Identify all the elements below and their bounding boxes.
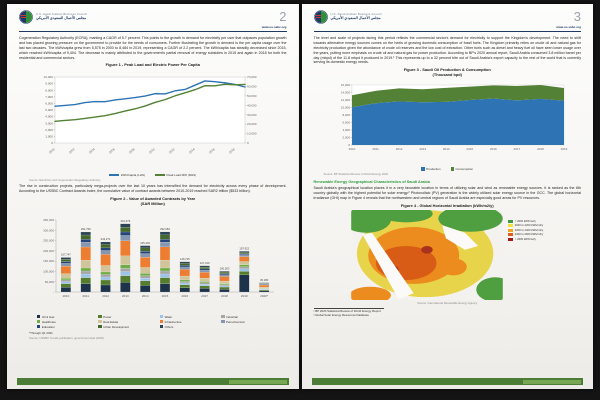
svg-text:-: - <box>52 289 54 294</box>
figure1-title: Figure 1 - Peak Load and Electric Power Per Capita <box>105 62 200 68</box>
svg-text:30,000: 30,000 <box>246 113 257 118</box>
svg-text:70,000: 70,000 <box>246 75 257 80</box>
footer-accent <box>523 380 581 384</box>
org-name-en: U.S.-Saudi Arabian Business Council <box>36 13 88 17</box>
page-header <box>314 10 582 29</box>
svg-text:2011: 2011 <box>82 293 89 298</box>
paragraph: The level and scale of projects during this period reflects the commercial sector's demand for electricity to support the Kingdom's development. The need to shift towards alternative energy sources comes on the heels of growing domestic consumption of fossil fuels. The Kingdom primarily relies on crude oil and natural gas for electricity production given the abundance of crude oil reserves and the low cost of extraction. Other fuels such as diesel and heavy fuel oil have seen lower usage over the years, putting more emphasis on crude oil and natural gas for power production. According to BP's 2020 annual report, Saudi Arabia consumed 3.8 million barrel per day (mbpd) of the 11.8 mbpd it produced in 2019.¹ This represents up to a 32 percent bite out of Saudi Arabia's export capacity to the rest of the world that is currently serving its domestic energy needs. <box>313 36 581 65</box>
svg-text:2011: 2011 <box>372 147 380 151</box>
svg-text:2008: 2008 <box>127 147 136 155</box>
legend-swatch <box>508 220 513 223</box>
svg-text:197,922: 197,922 <box>239 247 249 251</box>
svg-text:10,000: 10,000 <box>246 131 257 136</box>
legend-label: Oil & Gas <box>41 314 55 319</box>
legend-label: kWh/Capita (LHS) <box>120 173 145 178</box>
svg-text:6,000: 6,000 <box>45 101 53 106</box>
svg-text:2,000: 2,000 <box>45 128 53 133</box>
figure4-source: Source: International Renewable Energy Agency <box>417 300 478 305</box>
svg-text:2014: 2014 <box>141 293 149 298</box>
website-url[interactable]: www.us-sabc.org <box>556 25 581 29</box>
legend-item <box>221 320 278 324</box>
figure4-title: Figure 4 - Global Horizontal Irradiation (kWh/m2/y) <box>400 202 494 208</box>
legend-label: Education <box>41 324 55 329</box>
legend-label: < 2000 kWh/m2/y <box>514 219 536 223</box>
svg-text:146,745: 146,745 <box>179 257 190 261</box>
legend-swatch <box>451 167 454 170</box>
legend-swatch <box>508 224 513 227</box>
legend-label: Petrochemical <box>226 319 245 324</box>
legend-label: Power <box>103 314 112 319</box>
svg-text:2018: 2018 <box>537 147 545 151</box>
figure2-chart-wrap <box>19 208 287 313</box>
svg-text:2010: 2010 <box>62 293 70 298</box>
svg-text:2013: 2013 <box>419 147 427 151</box>
legend-item <box>160 320 217 324</box>
svg-text:2016: 2016 <box>490 147 497 151</box>
svg-text:2020*: 2020* <box>259 293 268 298</box>
footer-bar <box>17 378 289 385</box>
ussbc-logo <box>19 10 87 24</box>
svg-text:100,000: 100,000 <box>42 269 54 274</box>
figure1-chart-wrap <box>19 69 287 172</box>
header-rule <box>19 31 287 32</box>
legend-swatch <box>221 315 224 318</box>
figure2-subtitle: (SAR Million) <box>140 200 165 206</box>
svg-text:2004: 2004 <box>87 147 96 155</box>
svg-text:10,000: 10,000 <box>43 75 53 80</box>
svg-text:225,402: 225,402 <box>140 241 150 245</box>
svg-text:50,000: 50,000 <box>44 279 54 284</box>
legend-swatch <box>98 320 101 323</box>
header-right <box>262 10 287 29</box>
svg-text:291,759: 291,759 <box>80 227 91 231</box>
footer-bar <box>312 378 584 385</box>
svg-text:350,000: 350,000 <box>42 217 54 222</box>
svg-text:250,000: 250,000 <box>42 238 54 243</box>
legend-item <box>109 173 145 177</box>
footnote-2: ² Global Solar Energy Resources Database <box>313 312 369 317</box>
svg-text:331,473: 331,473 <box>120 219 130 223</box>
svg-text:45,180: 45,180 <box>259 278 268 282</box>
figure2-footnote: *Through Q1 2021 <box>29 330 53 335</box>
ussbc-logo <box>314 10 382 24</box>
page-3 <box>302 4 594 389</box>
svg-text:0: 0 <box>246 141 249 146</box>
svg-text:2012: 2012 <box>101 293 109 298</box>
legend-item <box>37 320 94 324</box>
svg-text:60,000: 60,000 <box>246 84 257 89</box>
legend-swatch <box>221 320 224 323</box>
svg-text:2017: 2017 <box>201 293 208 298</box>
figure2-stacked-bar-chart <box>26 208 280 308</box>
figure2-title-text: Figure 2 - Value of Awarded Contracts by Year <box>110 196 196 201</box>
svg-text:2012: 2012 <box>396 147 403 151</box>
figure1-legend <box>19 173 287 177</box>
svg-text:2019: 2019 <box>560 147 568 151</box>
svg-text:2013: 2013 <box>121 293 129 298</box>
svg-text:2017: 2017 <box>513 147 521 151</box>
svg-text:4,000: 4,000 <box>45 114 53 119</box>
ussbc-logo-icon <box>19 10 33 24</box>
legend-label: Peak Load MW (RHS) <box>166 173 197 178</box>
page-2 <box>7 4 299 389</box>
svg-text:2014: 2014 <box>443 147 450 151</box>
footer-accent <box>229 380 287 384</box>
legend-swatch <box>37 325 40 328</box>
figure2-title <box>19 197 287 207</box>
legend-item <box>421 167 440 171</box>
ussbc-logo-icon <box>314 10 328 24</box>
figure3-subtitle: (Thousand bpd) <box>432 72 462 78</box>
legend-swatch <box>508 238 513 241</box>
header-rule <box>314 31 582 32</box>
svg-text:127,319: 127,319 <box>199 261 210 265</box>
legend-label: 2200 to 2400 kWh/m2/y <box>514 228 544 232</box>
section-heading: Renewable Energy Geographical Characteristics of Saudi Arabia <box>313 180 430 184</box>
website-url[interactable]: www.us-sabc.org <box>261 25 287 29</box>
legend-item <box>98 320 155 324</box>
legend-swatch <box>98 315 101 318</box>
legend-item <box>508 233 543 236</box>
figure3-area-chart <box>322 79 572 161</box>
figure3-title-text: Figure 3 - Saudi Oil Production & Consumption <box>403 67 491 73</box>
ghi-map <box>351 210 503 300</box>
logo-text <box>331 13 382 20</box>
legend-swatch <box>37 320 40 323</box>
legend-label: Urban Development <box>103 324 129 329</box>
logo-text <box>36 13 87 20</box>
legend-label: Real Estate <box>103 319 119 324</box>
legend-item <box>37 315 94 319</box>
org-name-ar: مجلس الأعمال السعودي الأمريكي <box>36 16 87 21</box>
svg-text:300,000: 300,000 <box>42 228 54 233</box>
svg-text:0: 0 <box>348 143 351 148</box>
svg-text:292,084: 292,084 <box>159 227 170 231</box>
legend-swatch <box>421 167 424 170</box>
legend-swatch <box>160 320 163 323</box>
svg-text:2015: 2015 <box>466 147 474 151</box>
header-right <box>556 10 581 29</box>
svg-text:2016: 2016 <box>181 293 188 298</box>
legend-label: Healthcare <box>41 319 56 324</box>
legend-label: Others <box>164 324 174 329</box>
org-name-en: U.S.-Saudi Arabian Business Council <box>330 13 382 17</box>
figure1-source: Source: Electricity and Cogeneration Regulatory Authority <box>29 178 101 183</box>
svg-text:10,000: 10,000 <box>341 105 351 110</box>
legend-item <box>98 315 155 319</box>
svg-text:3,000: 3,000 <box>45 121 53 126</box>
figure3-legend <box>314 167 582 171</box>
page-number: 3 <box>573 9 581 24</box>
figure4-legend <box>508 220 543 241</box>
legend-label: Infrastructure <box>164 319 182 324</box>
svg-text:2018: 2018 <box>220 293 228 298</box>
svg-text:2012: 2012 <box>167 147 176 155</box>
figure1-line-chart <box>27 69 279 167</box>
legend-item <box>155 173 196 177</box>
svg-text:20,000: 20,000 <box>246 122 257 127</box>
figure2-source: Source: USSBC Trends publication, government data (2020) <box>29 335 104 340</box>
svg-text:2016: 2016 <box>207 147 216 155</box>
legend-label: 2000 to 2200 kWh/m2/y <box>514 224 544 227</box>
legend-swatch <box>98 325 101 328</box>
footnote-1: ¹ BP 2020 Statistical Review of World Energy Report <box>313 308 381 313</box>
svg-text:2,000: 2,000 <box>342 135 351 140</box>
svg-text:14,000: 14,000 <box>341 90 351 95</box>
svg-text:16,000: 16,000 <box>341 83 351 88</box>
svg-text:167,747: 167,747 <box>60 253 71 257</box>
svg-text:50,000: 50,000 <box>246 94 257 99</box>
legend-swatch <box>160 325 163 328</box>
svg-text:2018: 2018 <box>227 147 236 155</box>
legend-swatch <box>109 174 119 176</box>
figure3-chart-wrap <box>314 79 582 166</box>
legend-item <box>508 229 543 232</box>
svg-text:7,000: 7,000 <box>45 95 53 100</box>
paragraph: The rise in construction projects, particularly mega-projects over the last 10 years has intensified the demand for electricity across every phase of development. According to the USSBC Contract Awards Index, the cumulative value of contract awards between 2010-2019 reached SAR2 trillion ($533 billion). <box>19 184 287 194</box>
svg-text:5,000: 5,000 <box>45 108 53 113</box>
legend-item <box>160 315 217 319</box>
legend-label: Consumption <box>455 167 474 171</box>
legend-item <box>98 325 155 329</box>
legend-item <box>508 220 543 223</box>
svg-text:8,000: 8,000 <box>342 113 351 118</box>
legend-swatch <box>37 315 40 318</box>
legend-swatch <box>160 315 163 318</box>
legend-item <box>508 238 543 241</box>
figure4-map-row <box>314 210 582 300</box>
legend-item <box>451 167 474 171</box>
svg-text:243,271: 243,271 <box>100 237 111 241</box>
legend-swatch <box>155 174 165 176</box>
svg-text:150,000: 150,000 <box>42 258 54 263</box>
page-number: 2 <box>279 9 287 24</box>
svg-text:2002: 2002 <box>67 147 76 155</box>
svg-text:9,000: 9,000 <box>45 81 53 86</box>
legend-label: Industrial <box>226 314 238 319</box>
figure3-title <box>314 68 582 78</box>
figure2-legend <box>37 315 279 329</box>
svg-text:8,000: 8,000 <box>45 88 53 93</box>
page-header <box>19 10 287 29</box>
legend-label: Water <box>164 314 173 319</box>
legend-item <box>37 325 94 329</box>
svg-text:2000: 2000 <box>47 147 56 155</box>
svg-text:100,503: 100,503 <box>219 267 230 271</box>
svg-text:2014: 2014 <box>187 147 196 155</box>
svg-text:2015: 2015 <box>161 293 169 298</box>
svg-text:200,000: 200,000 <box>42 248 54 253</box>
svg-text:1,000: 1,000 <box>45 134 53 139</box>
paragraph: Cogeneration Regulatory Authority (ECRA), marking a CAGR of 5.7 percent. This points to the growth in demand for electricity per user that outpaces population growth and has placed growing pressure on the government to provide for the needs of consumers. Further illustrating the growth in demand is the per capita usage over the last two decades. The kWh/capita grew from 5,575 in 2000 to 8,484 in 2019, representing a CAGR of 2.2 percent. The kWh/capita has steadily decreased since 2015, which reached kWh/capita of 9,404. The decrease is mainly attributed to the government's partial removal of energy subsidies in 2015 and again in 2018 for both the residential and commercial sectors. <box>19 36 287 60</box>
legend-swatch <box>508 229 513 232</box>
svg-text:12,000: 12,000 <box>341 98 351 103</box>
svg-text:2010: 2010 <box>147 147 156 155</box>
legend-swatch <box>508 233 513 236</box>
legend-item <box>221 315 278 319</box>
legend-item <box>508 224 543 227</box>
legend-label: Production <box>426 167 441 171</box>
org-name-ar: مجلس الأعمال السعودي الأمريكي <box>330 16 381 21</box>
svg-text:0: 0 <box>51 141 53 146</box>
svg-text:2019: 2019 <box>240 293 248 298</box>
svg-text:2006: 2006 <box>107 147 116 155</box>
legend-item <box>160 325 217 329</box>
svg-text:4,000: 4,000 <box>342 128 351 133</box>
svg-text:40,000: 40,000 <box>246 103 257 108</box>
legend-label: > 2600 kWh/m2/y <box>514 237 536 241</box>
figure3-source: Source: BP Statistical Review of World Energy 2020 <box>323 172 389 176</box>
svg-text:2010: 2010 <box>348 147 356 151</box>
svg-text:6,000: 6,000 <box>342 120 351 125</box>
paragraph: Saudi Arabia's geographical location places it in a very favorable location in terms of utilizing solar and wind as renewable energy sources. It is ranked as the 6th country globally with the highest potential for solar energy.² Photovoltaic (PV) generation is the widely utilized solar energy source in the GCC. The global horizontal irradiance (GHI) map in Figure 4 reveals that the northwestern and central regions of Saudi Arabia are especially good areas for PV resources. <box>313 186 581 200</box>
legend-label: 2400 to 2600 kWh/m2/y <box>514 233 544 236</box>
